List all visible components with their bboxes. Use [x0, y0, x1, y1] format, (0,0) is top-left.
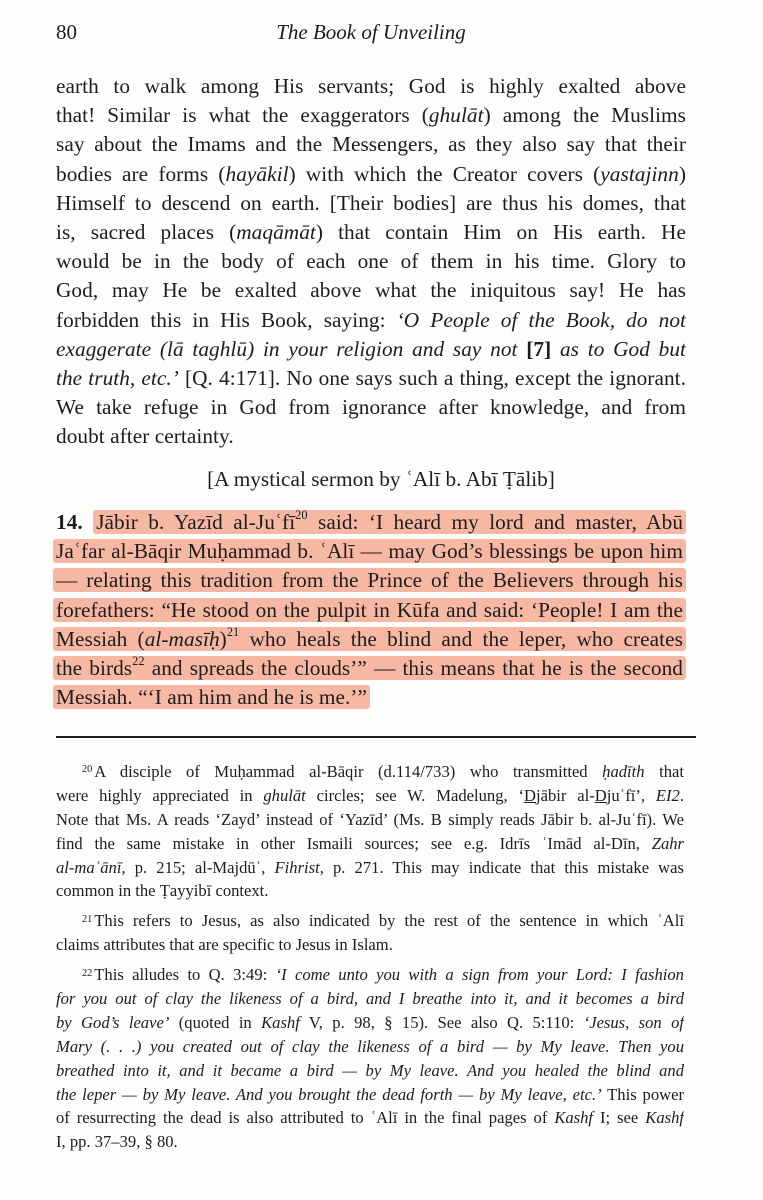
paragraph-14 [56, 508, 686, 712]
text-line: that! Similar is what the exaggerators (ghulāt) among the Muslims [56, 103, 686, 128]
highlighted-line [53, 566, 686, 595]
text-line: bodies are forms (hayākil) with which the Creator covers (yastajinn) [56, 161, 686, 186]
footnote-line: for you out of clay the likeness of a bird, and I breathe into it, and it becomes a bird [56, 989, 684, 1009]
highlight: Jaʿfar al-Bāqir Muḥammad b. ʿAlī — may God’s blessings be upon him [53, 539, 686, 563]
footnote-line: Note that Ms. A reads ‘Zayd’ instead of ‘Yazīd’ (Ms. B simply reads Jābir b. al-Juʿfī). We [56, 809, 684, 829]
footnote-line: were highly appreciated in ghulāt circles; see W. Madelung, ‘Djābir al-Djuʿfī’, EI2. [56, 785, 684, 805]
highlighted-line [53, 625, 686, 654]
text-line: say about the Imams and the Messengers, as they also say that their [56, 132, 686, 157]
highlight: Messiah. “‘I am him and he is me.’” [53, 685, 370, 709]
footnote-number: 21 [82, 913, 93, 925]
footnote-line: I, pp. 37–39, § 80. [56, 1132, 178, 1152]
footnote-line: find the same mistake in other Ismaili sources; see e.g. Idrīs ʿImād al-Dīn, Zahr [56, 833, 684, 853]
highlighted-line [53, 654, 686, 683]
paragraph-continuation [56, 72, 686, 451]
footnote-number: 22 [82, 967, 93, 979]
footnote-number: 20 [82, 764, 93, 776]
text-line: earth to walk among His servants; God is highly exalted above [56, 74, 686, 98]
highlight: the birds$^{22}$ and spreads the clouds’” — this means that he is the second [53, 656, 686, 680]
highlighted-line [53, 537, 686, 566]
footnote-line: of resurrecting the dead is also attributed to ʿAlī in the final pages of Kashf I; see Kashf [56, 1108, 684, 1128]
footnote-line: $^{20}$ A disciple of Muḥammad al-Bāqir (d.114/733) who transmitted ḥadīth that [82, 762, 684, 781]
highlighted-line [56, 508, 686, 537]
highlighted-line [53, 683, 686, 712]
footnote-line: by God’s leave’ (quoted in Kashf V, p. 98, § 15). See also Q. 5:110: ‘Jesus, son of [56, 1012, 684, 1032]
highlighted-line [53, 596, 686, 625]
footnote-20 [56, 760, 684, 903]
footnote-rule [56, 736, 696, 738]
highlight: forefathers: “He stood on the pulpit in Kūfa and said: ‘People! I am the [53, 598, 686, 622]
footnote-22 [56, 963, 684, 1154]
footnote-line: al-maʿānī, p. 215; al-Majdūʿ, Fihrist, p. 271. This may indicate that this mistake was [56, 857, 684, 877]
text-line: the truth, etc.’ [Q. 4:171]. No one says such a thing, except the ignorant. [56, 365, 686, 390]
page-number: 80 [56, 20, 77, 44]
running-head [56, 20, 686, 50]
text-line: would be in the body of each one of them in his time. Glory to [56, 249, 686, 274]
highlight: — relating this tradition from the Prince of the Believers through his [53, 568, 686, 592]
highlight: Jābir b. Yazīd al-Juʿfī$^{20}$ said: ‘I heard my lord and master, Abū [93, 510, 686, 534]
footnote-line: Mary (. . .) you created out of clay the likeness of a bird — by My leave. Then you [56, 1036, 684, 1056]
text-line: is, sacred places (maqāmāt) that contain Him on His earth. He [56, 219, 686, 244]
footnote-line: common in the Ṭayyibī context. [56, 881, 269, 901]
footnote-line: $^{22}$ This alludes to Q. 3:49: ‘I come unto you with a sign from your Lord: I fashion [82, 965, 684, 985]
book-title: The Book of Unveiling [276, 20, 466, 44]
footnotes [56, 760, 684, 1160]
footnote-21 [56, 909, 684, 957]
text-line: doubt after certainty. [56, 424, 234, 449]
footnote-line: claims attributes that are specific to Jesus in Islam. [56, 935, 393, 955]
paragraph-number: 14. [56, 510, 83, 534]
text-line: God, may He be exalted above what the iniquitous say! He has [56, 278, 686, 303]
text-line: We take refuge in God from ignorance after knowledge, and from [56, 395, 686, 420]
section-heading: [A mystical sermon by ʿAlī b. Abī Ṭālib] [207, 467, 555, 491]
footnote-line: the leper — by My leave. And you brought the dead forth — by My leave, etc.’ This power [56, 1084, 684, 1104]
footnote-line: breathed into it, and it became a bird — by My leave. And you healed the blind and [56, 1060, 684, 1080]
text-line: Himself to descend on earth. [Their bodies] are thus his domes, that [56, 190, 686, 215]
text-line: forbidden this in His Book, saying: ‘O People of the Book, do not [56, 307, 686, 332]
footnote-line: $^{21}$ This refers to Jesus, as also indicated by the rest of the sentence in which ʿAlī [82, 911, 684, 931]
text-line: exaggerate (lā taghlū) in your religion and say not [7] as to God but [56, 336, 686, 361]
highlight: Messiah (al-masīḥ)$^{21}$ who heals the blind and the leper, who creates [53, 627, 686, 651]
